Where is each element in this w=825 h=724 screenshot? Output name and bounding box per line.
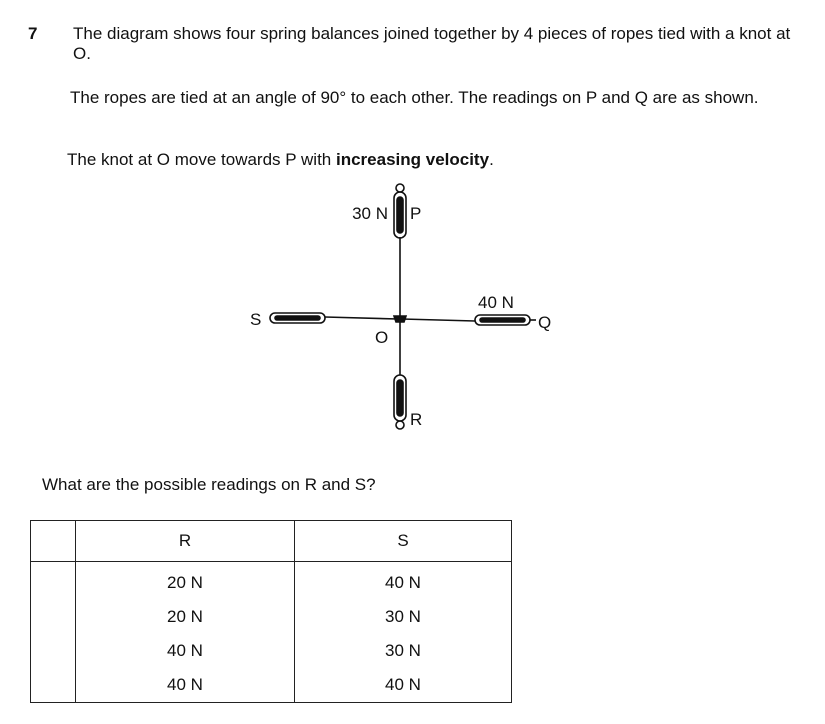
rope-oq — [402, 319, 475, 321]
row-letter — [31, 562, 76, 601]
spring-balance-q — [475, 315, 536, 325]
reading-q: 40 N — [478, 293, 514, 312]
table-row[interactable] — [31, 668, 512, 703]
reading-p: 30 N — [352, 204, 388, 223]
header-r: R — [76, 521, 295, 562]
header-s: S — [295, 521, 512, 562]
label-p: P — [410, 204, 422, 223]
row-s-value: 40 N — [295, 668, 512, 703]
line3-suffix: . — [489, 150, 494, 169]
row-r-value: 20 N — [76, 562, 295, 601]
row-s-value: 30 N — [295, 600, 512, 634]
table-row[interactable] — [31, 634, 512, 668]
row-letter — [31, 668, 76, 703]
line3-emphasis: increasing velocity — [335, 150, 490, 169]
question-text-line2: The ropes are tied at an angle of 90° to each other. The readings on P and Q are as shown. — [70, 88, 759, 107]
label-r: R — [410, 410, 423, 429]
label-o: O — [375, 328, 389, 347]
row-r-value: 20 N — [76, 600, 295, 634]
row-letter — [31, 600, 76, 634]
question-number: 7 — [28, 24, 38, 43]
row-s-value: 40 N — [295, 562, 512, 601]
table-row[interactable] — [31, 600, 512, 634]
question-text-line3 — [67, 150, 807, 170]
label-s: S — [250, 310, 262, 329]
options-table — [30, 520, 512, 703]
row-s-value: 30 N — [295, 634, 512, 668]
label-q: Q — [538, 313, 552, 332]
spring-balance-diagram — [230, 175, 570, 450]
spring-balance-p — [394, 184, 406, 238]
row-r-value: 40 N — [76, 634, 295, 668]
question-prompt: What are the possible readings on R and S? — [42, 475, 376, 494]
line3-prefix: The knot at O move towards P with — [67, 150, 336, 169]
spring-balance-s — [270, 313, 325, 323]
spring-balance-r — [394, 375, 406, 429]
table-header-row — [31, 521, 512, 562]
rope-os — [325, 317, 398, 319]
row-r-value: 40 N — [76, 668, 295, 703]
table-row[interactable] — [31, 562, 512, 601]
row-letter — [31, 634, 76, 668]
question-text-line1: The diagram shows four spring balances joined together by 4 pieces of ropes tied with a knot at O. — [73, 24, 791, 63]
knot-o — [394, 316, 406, 322]
header-letter — [31, 521, 76, 562]
